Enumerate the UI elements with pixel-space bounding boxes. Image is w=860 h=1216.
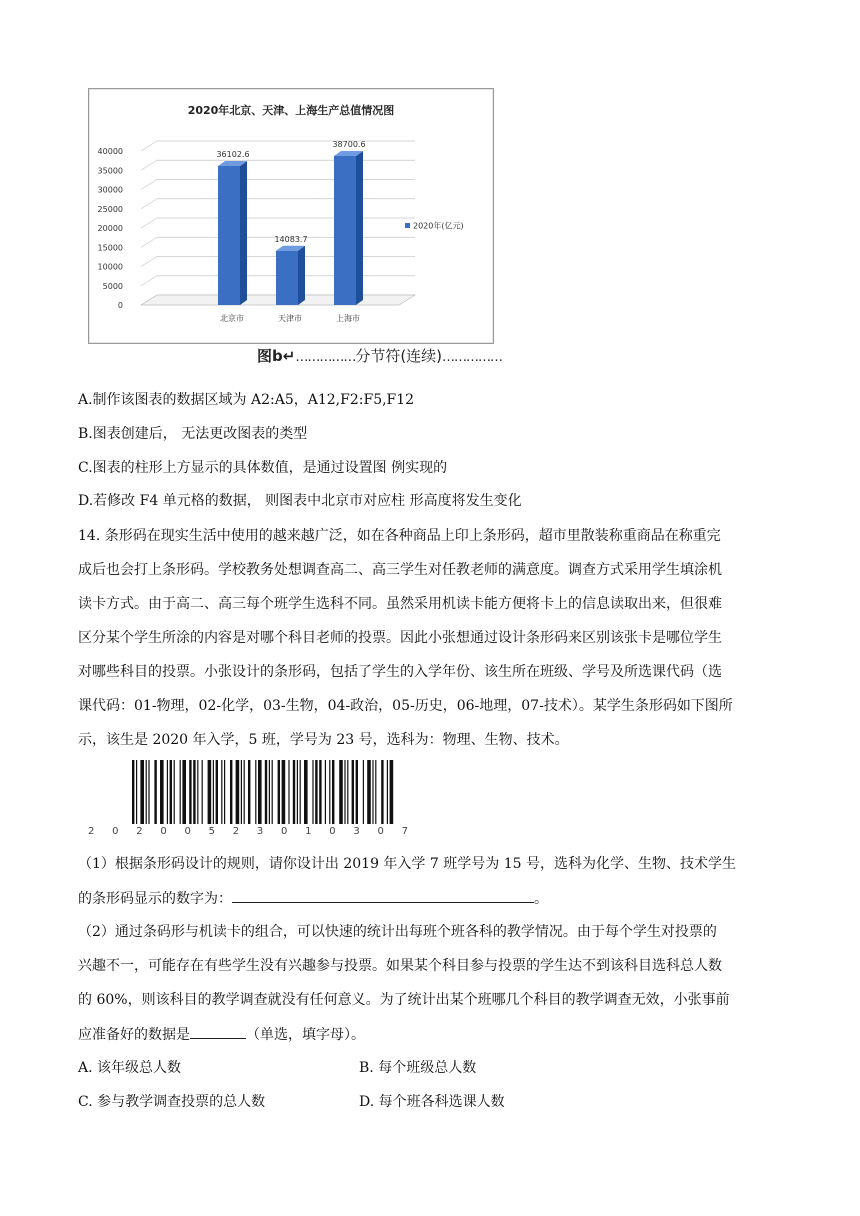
barcode-bar bbox=[154, 760, 156, 824]
gridline-slant bbox=[141, 237, 157, 247]
barcode-bar bbox=[332, 760, 334, 824]
data-label: 14083.7 bbox=[274, 234, 308, 244]
barcode-digit: 2 bbox=[88, 826, 95, 837]
y-tick-label: 20000 bbox=[97, 224, 123, 233]
gridline-slant bbox=[141, 141, 157, 151]
barcode-digit: 0 bbox=[281, 826, 288, 837]
q14-sub2-line-2: 兴趣不一，可能存在有些学生没有兴趣参与投票。如果某个科目参与投票的学生达不到该科目选科总人数 bbox=[78, 958, 722, 974]
y-tick-label: 0 bbox=[117, 301, 123, 310]
sub2-prefix: 应准备好的数据是 bbox=[78, 1027, 190, 1043]
q14-line-5: 对哪些科目的投票。小张设计的条形码，包括了学生的入学年份、该生所在班级、学号及所选课代码（选 bbox=[78, 664, 722, 680]
gridline-slant bbox=[141, 180, 157, 190]
barcode-digit: 2 bbox=[232, 826, 240, 837]
barcode-digit: 0 bbox=[329, 826, 336, 837]
barcode-bar bbox=[213, 760, 214, 824]
barcode-bar bbox=[363, 760, 364, 824]
data-label: 36102.6 bbox=[216, 150, 250, 160]
barcode-bar bbox=[387, 760, 388, 824]
barcode-bar bbox=[269, 760, 270, 824]
barcode-bar bbox=[174, 760, 175, 824]
barcode-bar bbox=[356, 760, 358, 824]
barcode-bar bbox=[197, 760, 198, 824]
barcode-bar bbox=[381, 760, 383, 824]
barcode-bar bbox=[390, 760, 394, 824]
barcode-bar bbox=[293, 760, 295, 824]
barcode-bar bbox=[148, 760, 149, 824]
barcode-bar bbox=[372, 760, 373, 824]
barcode-bar bbox=[202, 760, 203, 824]
barcode-bar bbox=[140, 760, 144, 824]
option-b: B.图表创建后， 无法更改图表的类型 bbox=[78, 426, 308, 442]
barcode-bar bbox=[300, 760, 301, 824]
barcode-bar bbox=[224, 760, 225, 824]
q14-line-7: 示，该生是 2020 年入学，5 班，学号为 23 号，选科为：物理、生物、技术。 bbox=[78, 732, 569, 748]
x-axis-labels bbox=[220, 313, 360, 323]
gridline-slant bbox=[141, 199, 157, 209]
barcode-bar bbox=[236, 760, 240, 824]
barcode-bar bbox=[297, 760, 298, 824]
barcode-bar bbox=[208, 760, 212, 824]
legend-swatch bbox=[405, 223, 410, 228]
bar-chart bbox=[88, 88, 494, 344]
sub1-prefix: 的条形码显示的数字为： bbox=[78, 891, 232, 907]
barcode-digit: 0 bbox=[112, 826, 119, 837]
barcode-bar bbox=[241, 760, 242, 824]
gridline-slant bbox=[141, 257, 157, 267]
bar-1 bbox=[218, 161, 247, 305]
barcode-digits bbox=[88, 826, 408, 837]
barcode-bar bbox=[278, 760, 280, 824]
figure-caption bbox=[257, 345, 502, 366]
barcode-bars bbox=[88, 760, 408, 826]
barcode-bar bbox=[304, 760, 308, 824]
barcode-bar bbox=[230, 760, 232, 824]
barcode-digit: 7 bbox=[401, 826, 408, 837]
sub2-suffix: （单选，填字母）。 bbox=[246, 1027, 365, 1043]
y-tick-label: 25000 bbox=[97, 204, 123, 214]
barcode-bar bbox=[170, 760, 172, 824]
chart-legend bbox=[405, 221, 464, 231]
barcode-bar bbox=[244, 760, 245, 824]
barcode-bar bbox=[193, 760, 195, 824]
barcode-digit: 2 bbox=[136, 826, 143, 837]
caption-dots-right: …………… bbox=[442, 350, 503, 365]
q14-line-3: 读卡方式。由于高二、高三每个班学生选科不同。虽然采用机读卡能方便将卡上的信息读取出来，但很难 bbox=[78, 596, 722, 612]
barcode-bar bbox=[258, 760, 262, 824]
q14-line-2: 成后也会打上条形码。学校教务处想调查高二、高三学生对任教老师的满意度。调查方式采用学生填涂机 bbox=[78, 562, 722, 578]
barcode-bar bbox=[344, 760, 345, 824]
bar-side bbox=[298, 246, 305, 305]
y-tick-label: 30000 bbox=[97, 185, 123, 195]
chart-canvas bbox=[89, 89, 493, 343]
y-tick-label: 40000 bbox=[97, 147, 123, 156]
choice-b: B. 每个班级总人数 bbox=[359, 1060, 477, 1076]
barcode-bar bbox=[367, 760, 371, 824]
q14-line-4: 区分某个学生所涂的内容是对哪个科目老师的投票。因此小张想通过设计条形码来区别该张卡是哪位学生 bbox=[78, 630, 722, 646]
y-tick-label: 15000 bbox=[97, 243, 123, 253]
y-tick-label: 35000 bbox=[97, 166, 123, 176]
q14-line-6: 课代码：01-物理，02-化学，03-生物，04-政治，05-历史，06-地理，07-技术）。某学生条形码如下图所 bbox=[78, 698, 733, 714]
barcode-digit: 1 bbox=[305, 826, 312, 837]
barcode-bar bbox=[282, 760, 286, 824]
q14-sub1-line-2 bbox=[78, 888, 548, 909]
barcode-bar bbox=[160, 760, 164, 824]
barcode-bar bbox=[255, 760, 256, 824]
caption-dots-left: …………… bbox=[295, 350, 356, 365]
bar-3 bbox=[334, 151, 363, 305]
bar-2 bbox=[276, 246, 305, 305]
barcode-bar bbox=[146, 760, 147, 824]
bar-front bbox=[276, 251, 298, 305]
answer-blank-1[interactable] bbox=[232, 888, 534, 903]
barcode-bar bbox=[347, 760, 348, 824]
q14-sub2-line-3: 的 60%，则该科目的教学调查就没有任何意义。为了统计出某个班哪几个科目的教学调查无效，小张事前 bbox=[78, 992, 730, 1008]
choice-d: D. 每个班各科选课人数 bbox=[359, 1094, 505, 1110]
barcode-bar bbox=[312, 760, 313, 824]
chart-title: 2020年北京、天津、上海生产总值情况图 bbox=[187, 104, 395, 117]
barcode-bar bbox=[221, 760, 222, 824]
q14-sub1-line-1: （1）根据条形码设计的规则，请你设计出 2019 年入学 7 班学号为 15 号，选科为化学、生物、技术学生 bbox=[78, 856, 736, 872]
x-tick-label: 天津市 bbox=[278, 314, 302, 323]
barcode-bar bbox=[339, 760, 343, 824]
barcode-digit: 0 bbox=[377, 826, 384, 837]
x-tick-label: 北京市 bbox=[220, 314, 244, 323]
y-tick-label: 10000 bbox=[97, 262, 123, 272]
option-c: C.图表的柱形上方显示的具体数值，是通过设置图 例实现的 bbox=[78, 460, 448, 476]
caption-section-break: 分节符(连续) bbox=[355, 347, 443, 365]
q14-line-1: 14. 条形码在现实生活中使用的越来越广泛，如在各种商品上印上条形码，超市里散装称重商品在称重完 bbox=[78, 528, 721, 544]
choice-a: A. 该年级总人数 bbox=[78, 1060, 182, 1076]
barcode-digit: 3 bbox=[256, 826, 264, 837]
q14-sub2-line-4 bbox=[78, 1024, 365, 1045]
barcode-bar bbox=[265, 760, 267, 824]
q14-sub2-line-1: （2）通过条码形与机读卡的组合，可以快速的统计出每班个班各科的教学情况。由于每个学生对投票的 bbox=[78, 924, 717, 940]
barcode-bar bbox=[167, 760, 168, 824]
barcode-bar bbox=[180, 760, 181, 824]
barcode-bar bbox=[329, 760, 330, 824]
barcode-bar bbox=[216, 760, 218, 824]
data-label: 38700.6 bbox=[332, 140, 366, 150]
gridline-slant bbox=[141, 276, 157, 286]
bar-side bbox=[356, 151, 363, 305]
caption-label: 图b↵ bbox=[257, 347, 296, 365]
gridline-slant bbox=[141, 160, 157, 170]
gridline-slant bbox=[141, 218, 157, 228]
barcode-digit: 3 bbox=[353, 826, 360, 837]
barcode-bar bbox=[132, 760, 134, 824]
barcode-digit: 0 bbox=[160, 826, 167, 837]
barcode-bar bbox=[182, 760, 186, 824]
bar-front bbox=[218, 166, 240, 305]
option-a: A.制作该图表的数据区域为 A2:A5，A12,F2:F5,F12 bbox=[78, 392, 415, 408]
barcode-digit: 5 bbox=[208, 826, 215, 837]
barcode-bar bbox=[319, 760, 321, 824]
bar-side bbox=[240, 161, 247, 305]
bar-front bbox=[334, 156, 356, 305]
x-tick-label: 上海市 bbox=[336, 314, 360, 323]
answer-blank-2[interactable] bbox=[190, 1024, 246, 1039]
barcode-bar bbox=[325, 760, 326, 824]
y-axis-ticks bbox=[98, 147, 123, 310]
barcode-bar bbox=[189, 760, 191, 824]
barcode-bar bbox=[375, 760, 376, 824]
y-tick-label: 5000 bbox=[102, 281, 123, 291]
barcode-bar bbox=[352, 760, 354, 824]
choice-c: C. 参与教学调查投票的总人数 bbox=[78, 1094, 266, 1110]
barcode-bar bbox=[288, 760, 289, 824]
sub1-suffix: 。 bbox=[534, 891, 548, 907]
barcode-bar bbox=[136, 760, 137, 824]
barcode-bar bbox=[248, 760, 250, 824]
barcode-bar bbox=[315, 760, 317, 824]
option-d: D.若修改 F4 单元格的数据， 则图表中北京市对应柱 形高度将发生变化 bbox=[78, 493, 522, 509]
barcode-digit: 0 bbox=[184, 826, 191, 837]
legend-label: 2020年(亿元) bbox=[413, 221, 464, 231]
barcode-bar bbox=[272, 760, 273, 824]
